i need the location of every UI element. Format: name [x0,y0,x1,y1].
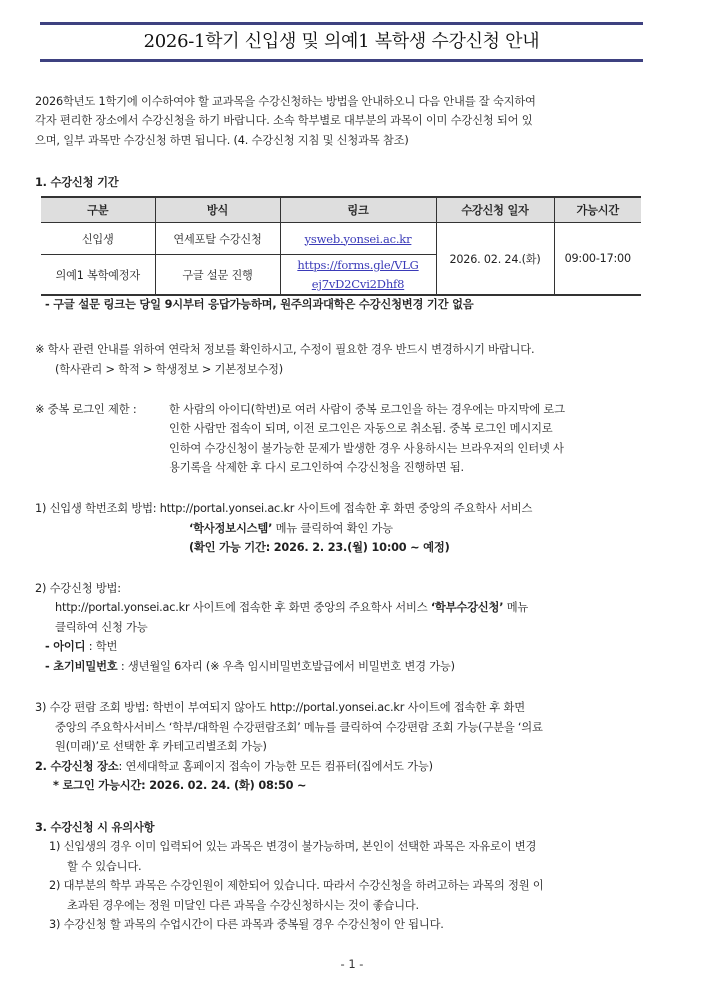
section2-login-time: * 로그인 가능시간: 2026. 02. 24. (화) 08:50 ~ [53,779,307,792]
cell-category: 신입생 [41,223,155,255]
cell-category: 의예1 복학예정자 [41,255,155,296]
cell-method: 구글 설문 진행 [155,255,280,296]
section3-item2-line1: 2) 대부분의 학부 과목은 수강인원이 제한되어 있습니다. 따라서 수강신청을 하려고하는 과목의 정원 이 [49,879,544,892]
title-top-rule [40,22,643,25]
google-form-link-part2[interactable]: ej7vD2Cvi2Dhf8 [311,276,405,291]
item2-line-1 [55,599,528,615]
item3-line-3: 원(미래)’로 선택한 후 카테고리별조회 가능) [55,740,267,753]
contact-note-line-1: ※ 학사 관련 안내를 위하여 연락처 정보를 확인하시고, 수정이 필요한 경우 반드시 변경하시기 바랍니다. [35,343,535,356]
id-label: - 아이디 [45,640,86,653]
page-title: 2026-1학기 신입생 및 의예1 복학생 수강신청 안내 [143,31,540,52]
cell-link [280,255,436,296]
password-label: - 초기비밀번호 [45,660,118,673]
login-note-line-1: 한 사람의 아이디(학번)로 여러 사람이 중복 로그인을 하는 경우에는 마지막에 로그 [169,403,565,416]
login-note-line-4: 용기록을 삭제한 후 다시 로그인하여 수강신청을 진행하면 됨. [169,461,464,474]
item2-label: 2) 수강신청 방법: [35,582,121,595]
item1-menu-name: ‘학사정보시스템’ [189,522,273,535]
item1-text: http://portal.yonsei.ac.kr 사이트에 접속한 후 화면 중앙의 주요학사 서비스 [159,502,533,515]
item3-line-1: 3) 수강 편람 조회 방법: 학번이 부여되지 않아도 http://portal.yonsei.ac.kr 사이트에 접속한 후 화면 [35,701,525,714]
section3-item1-line2: 할 수 있습니다. [67,860,142,873]
item3-line-2: 중앙의 주요학사서비스 ‘학부/대학원 수강편람조회’ 메뉴를 클릭하여 수강편람 조회 가능(구분을 ‘의료 [55,721,543,734]
cell-method: 연세포탈 수강신청 [155,223,280,255]
section2-heading-bold: 2. 수강신청 장소 [35,760,119,773]
section3-heading: 3. 수강신청 시 유의사항 [35,821,155,834]
header-link: 링크 [280,197,436,223]
section1-note: - 구글 설문 링크는 당일 9시부터 응답가능하며, 원주의과대학은 수강신청변경 기간 없음 [45,298,474,311]
section2-heading-rest: : 연세대학교 홈페이지 접속이 가능한 모든 컴퓨터(집에서도 가능) [118,760,433,773]
item2-menu-suffix: 메뉴 [503,601,529,614]
table-row [41,223,641,255]
intro-line-3: 으며, 일부 과목만 수강신청 하면 됩니다. (4. 수강신청 지침 및 신청과목 참조) [35,134,409,147]
section3-item3-line1: 3) 수강신청 할 과목의 수업시간이 다른 과목과 중복될 경우 수강신청이 안 됩니다. [49,918,444,931]
table-header-row [41,197,641,223]
item2-password-line [45,658,455,674]
item1-label: 1) 신입생 학번조회 방법: [35,502,157,515]
item2-id-line [45,638,117,654]
header-method: 방식 [155,197,280,223]
header-category: 구분 [41,197,155,223]
cell-date: 2026. 02. 24.(화) [436,223,554,296]
header-date: 수강신청 일자 [436,197,554,223]
intro-line-1: 2026학년도 1학기에 이수하여야 할 교과목을 수강신청하는 방법을 안내하오니 다음 안내를 잘 숙지하여 [35,95,536,108]
section3-item2-line2: 초과된 경우에는 정원 미달인 다른 과목을 수강신청하시는 것이 좋습니다. [67,899,419,912]
google-form-link-part1[interactable]: https://forms.gle/VLG [297,257,419,272]
password-value: : 생년월일 6자리 (※ 우측 임시비밀번호발급에서 비밀번호 변경 가능) [117,660,455,673]
item2-text: http://portal.yonsei.ac.kr 사이트에 접속한 후 화면 중앙의 주요학사 서비스 [55,601,431,614]
item1-menu-rest: 메뉴 클릭하여 확인 가능 [272,522,393,535]
section1-heading: 1. 수강신청 기간 [35,176,119,189]
section2-heading [35,758,433,774]
header-time: 가능시간 [554,197,641,223]
login-note-line-2: 인한 사람만 접속이 되며, 이전 로그인은 자동으로 취소됨. 중복 로그인 메시지로 [169,422,553,435]
login-note-line-3: 인하여 수강신청이 불가능한 문제가 발생한 경우 사용하시는 브라우저의 인터넷 사 [169,442,564,455]
ysweb-link[interactable]: ysweb.yonsei.ac.kr [304,231,412,246]
section3-item1-line1: 1) 신입생의 경우 이미 입력되어 있는 과목은 변경이 불가능하며, 본인이 선택한 과목은 자유로이 변경 [49,840,537,853]
contact-note-line-2: (학사관리 > 학적 > 학생정보 > 기본정보수정) [55,363,283,376]
item1-line-1 [35,500,532,516]
intro-line-2: 각자 편리한 장소에서 수강신청을 하기 바랍니다. 소속 학부별로 대부분의 과목이 이미 수강신청 되어 있 [35,114,533,127]
item2-line-2: 클릭하여 신청 가능 [55,621,148,634]
cell-link [280,223,436,255]
schedule-table [41,196,641,296]
item1-period: (확인 가능 기간: 2026. 2. 23.(월) 10:00 ~ 예정) [189,541,450,554]
login-note-label: ※ 중복 로그인 제한 : [35,403,137,416]
title-bottom-rule [40,59,643,62]
cell-time: 09:00-17:00 [554,223,641,296]
item1-line-2 [189,520,393,536]
page-number: - 1 - [340,957,364,971]
id-value: : 학번 [85,640,118,653]
item2-menu-name: ‘학부수강신청’ [430,601,504,614]
